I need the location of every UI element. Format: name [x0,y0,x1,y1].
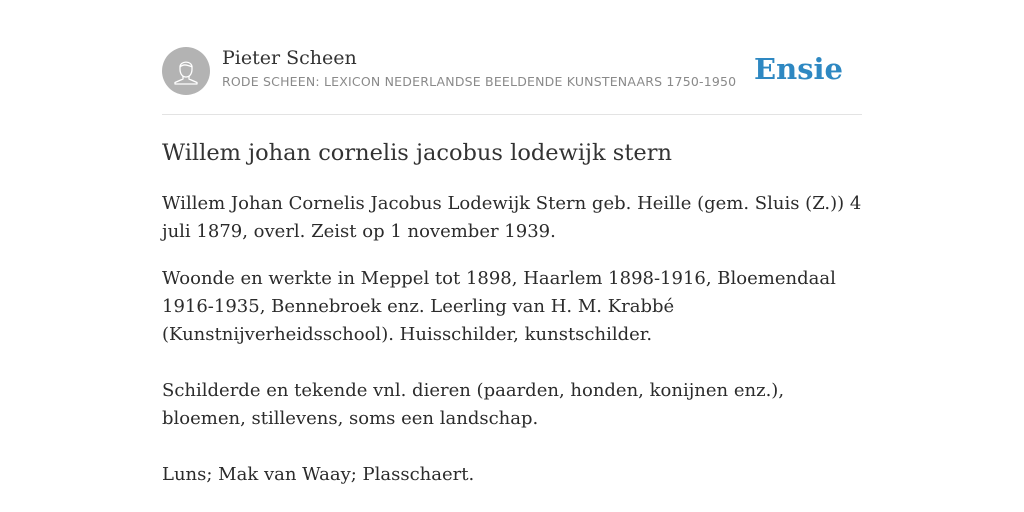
brand-logo[interactable]: Ensie [754,52,843,86]
author-avatar[interactable] [162,47,210,95]
user-icon [162,47,210,95]
paragraph-birth-death: Willem Johan Cornelis Jacobus Lodewijk Stern geb. Heille (gem. Sluis (Z.)) 4 juli 1879, overl. Zeist op 1 november 1939. [162,193,862,242]
article-header [162,46,862,115]
author-name[interactable]: Pieter Scheen [222,47,357,69]
source-label[interactable]: RODE SCHEEN: LEXICON NEDERLANDSE BEELDENDE KUNSTENAARS 1750-1950 [222,74,737,89]
article-body [162,136,862,508]
paragraph-sources: Luns; Mak van Waay; Plasschaert. [162,464,475,485]
paragraph-residence: Woonde en werkte in Meppel tot 1898, Haarlem 1898-1916, Bloemendaal 1916-1935, Bennebroek enz. Leerling van H. M. Krabbé (Kunstnijverheidsschool). Huisschilder, kunstschilder. [162,268,836,345]
paragraph-subjects: Schilderde en tekende vnl. dieren (paarden, honden, konijnen enz.), bloemen, stillevens, soms een landschap. [162,380,785,429]
article-title: Willem johan cornelis jacobus lodewijk stern [162,140,672,166]
